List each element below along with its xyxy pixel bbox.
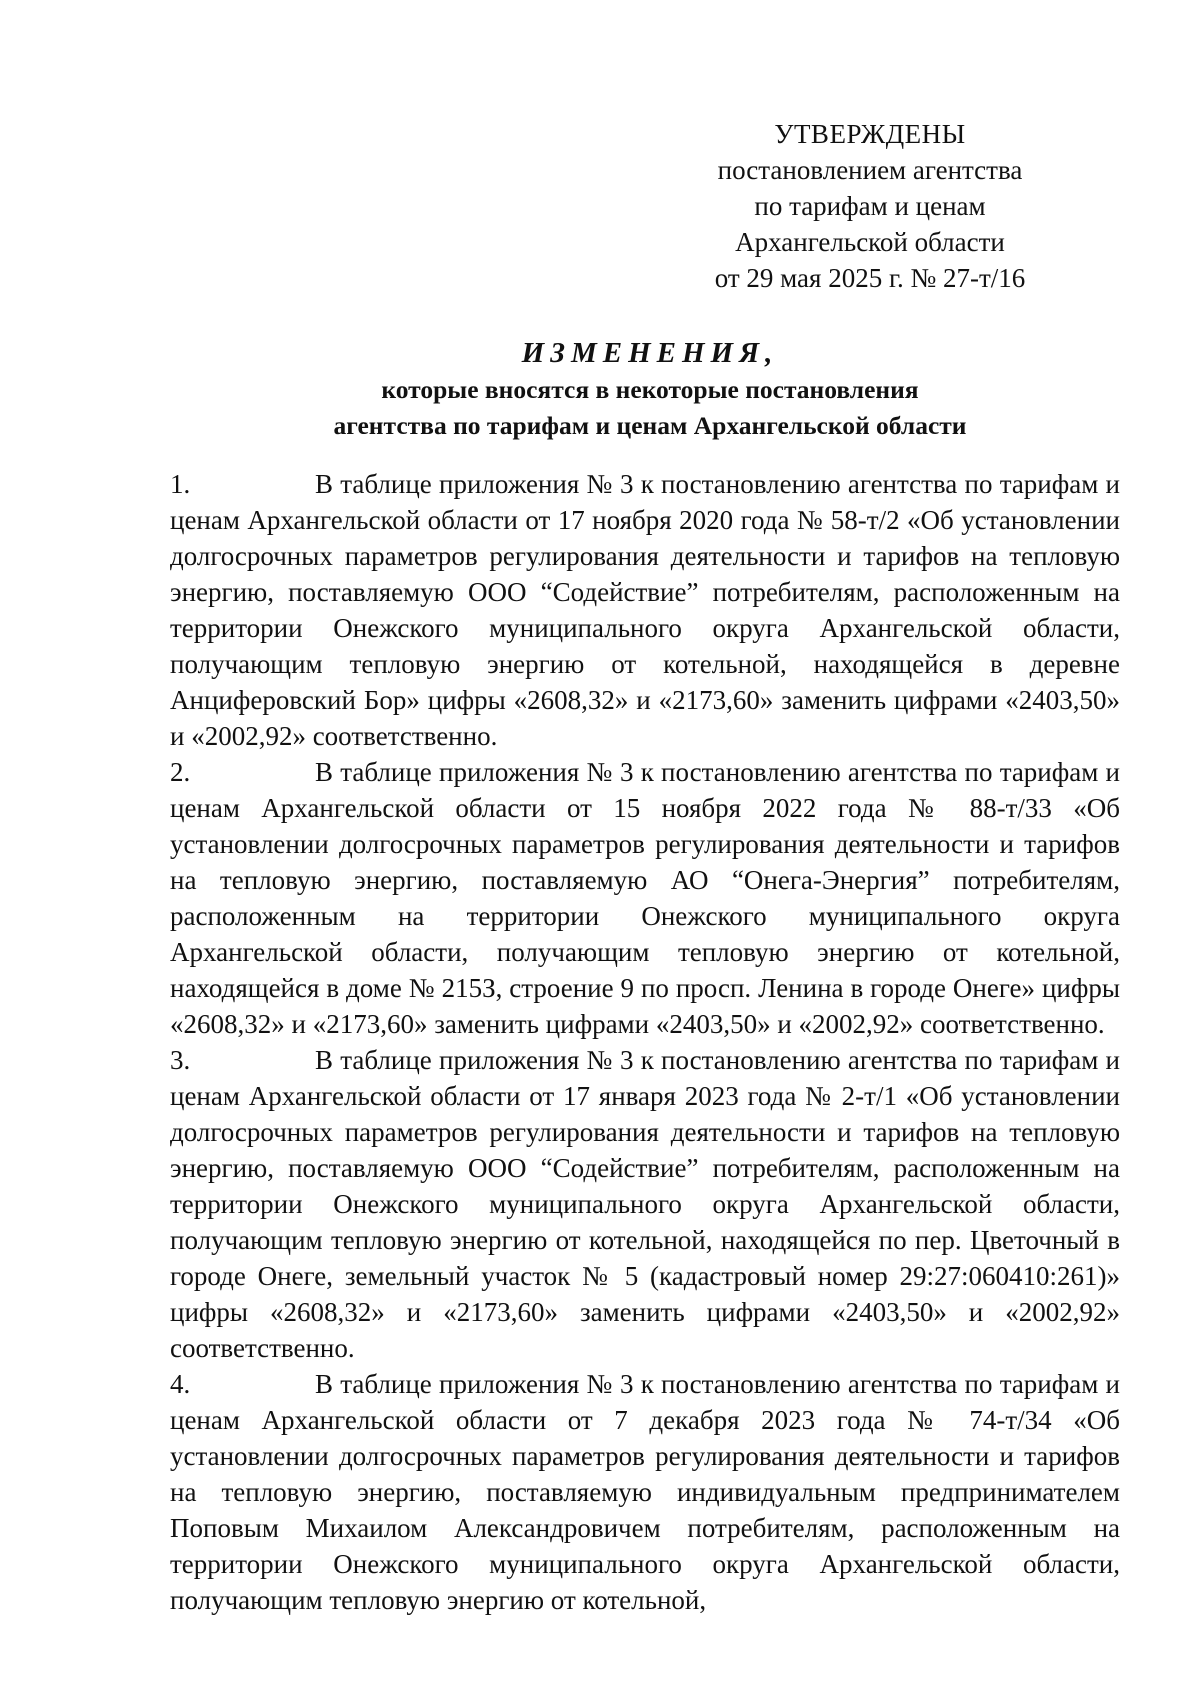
document-body (170, 466, 1120, 1618)
approval-date-number: от 29 мая 2025 г. № 27-т/16 (714, 263, 1026, 293)
clause-number: 3. (170, 1045, 191, 1075)
title-subtitle-line-2: агентства по тарифам и ценам Архангельской области (333, 411, 967, 440)
title-subtitle-line-1: которые вносятся в некоторые постановления (381, 375, 919, 404)
clause-1 (170, 466, 1120, 754)
approval-heading: УТВЕРЖДЕНЫ (774, 119, 966, 149)
approval-line-3: по тарифам и ценам (754, 191, 986, 221)
clause-number: 1. (170, 469, 191, 499)
clause-number: 2. (170, 757, 191, 787)
clause-2 (170, 754, 1120, 1042)
approval-line-4: Архангельской области (735, 227, 1005, 257)
clause-3 (170, 1042, 1120, 1366)
clause-text: В таблице приложения № 3 к постановлению агентства по тарифам и ценам Архангельской области от 17 ноября 2020 года № 58-т/2 «Об установлении долгосрочных параметров регулирования деятельности и тарифов на тепловую энергию, поставляемую ООО “Содействие” потребителям, расположенным на территории Онежского муниципального округа Архангельской области, получающим тепловую энергию от котельной, находящейся в деревне Анциферовский Бор» цифры «2608,32» и «2173,60» заменить цифрами «2403,50» и «2002,92» соответственно. (170, 469, 1120, 751)
clause-text: В таблице приложения № 3 к постановлению агентства по тарифам и ценам Архангельской области от 17 января 2023 года № 2-т/1 «Об установлении долгосрочных параметров регулирования деятельности и тарифов на тепловую энергию, поставляемую ООО “Содействие” потребителям, расположенным на территории Онежского муниципального округа Архангельской области, получающим тепловую энергию от котельной, находящейся по пер. Цветочный в городе Онеге, земельный участок № 5 (кадастровый номер 29:27:060410:261)» цифры «2608,32» и «2173,60» заменить цифрами «2403,50» и «2002,92» соответственно. (170, 1045, 1120, 1363)
approval-stamp (690, 116, 1050, 296)
title-main: ИЗМЕНЕНИЯ, (521, 337, 779, 369)
clause-number: 4. (170, 1369, 191, 1399)
clause-text: В таблице приложения № 3 к постановлению агентства по тарифам и ценам Архангельской области от 15 ноября 2022 года № 88-т/33 «Об установлении долгосрочных параметров регулирования деятельности и тарифов на тепловую энергию, поставляемую АО “Онега-Энергия” потребителям, расположенным на территории Онежского муниципального округа Архангельской области, получающим тепловую энергию от котельной, находящейся в доме № 215З, строение 9 по просп. Ленина в городе Онеге» цифры «2608,32» и «2173,60» заменить цифрами «2403,50» и «2002,92» соответственно. (170, 757, 1120, 1039)
clause-text: В таблице приложения № 3 к постановлению агентства по тарифам и ценам Архангельской области от 7 декабря 2023 года № 74-т/34 «Об установлении долгосрочных параметров регулирования деятельности и тарифов на тепловую энергию, поставляемую индивидуальным предпринимателем Поповым Михаилом Александровичем потребителям, расположенным на территории Онежского муниципального округа Архангельской области, получающим тепловую энергию от котельной, (170, 1369, 1120, 1615)
clause-4 (170, 1366, 1120, 1618)
approval-line-2: постановлением агентства (717, 155, 1023, 185)
document-title (190, 334, 1110, 444)
